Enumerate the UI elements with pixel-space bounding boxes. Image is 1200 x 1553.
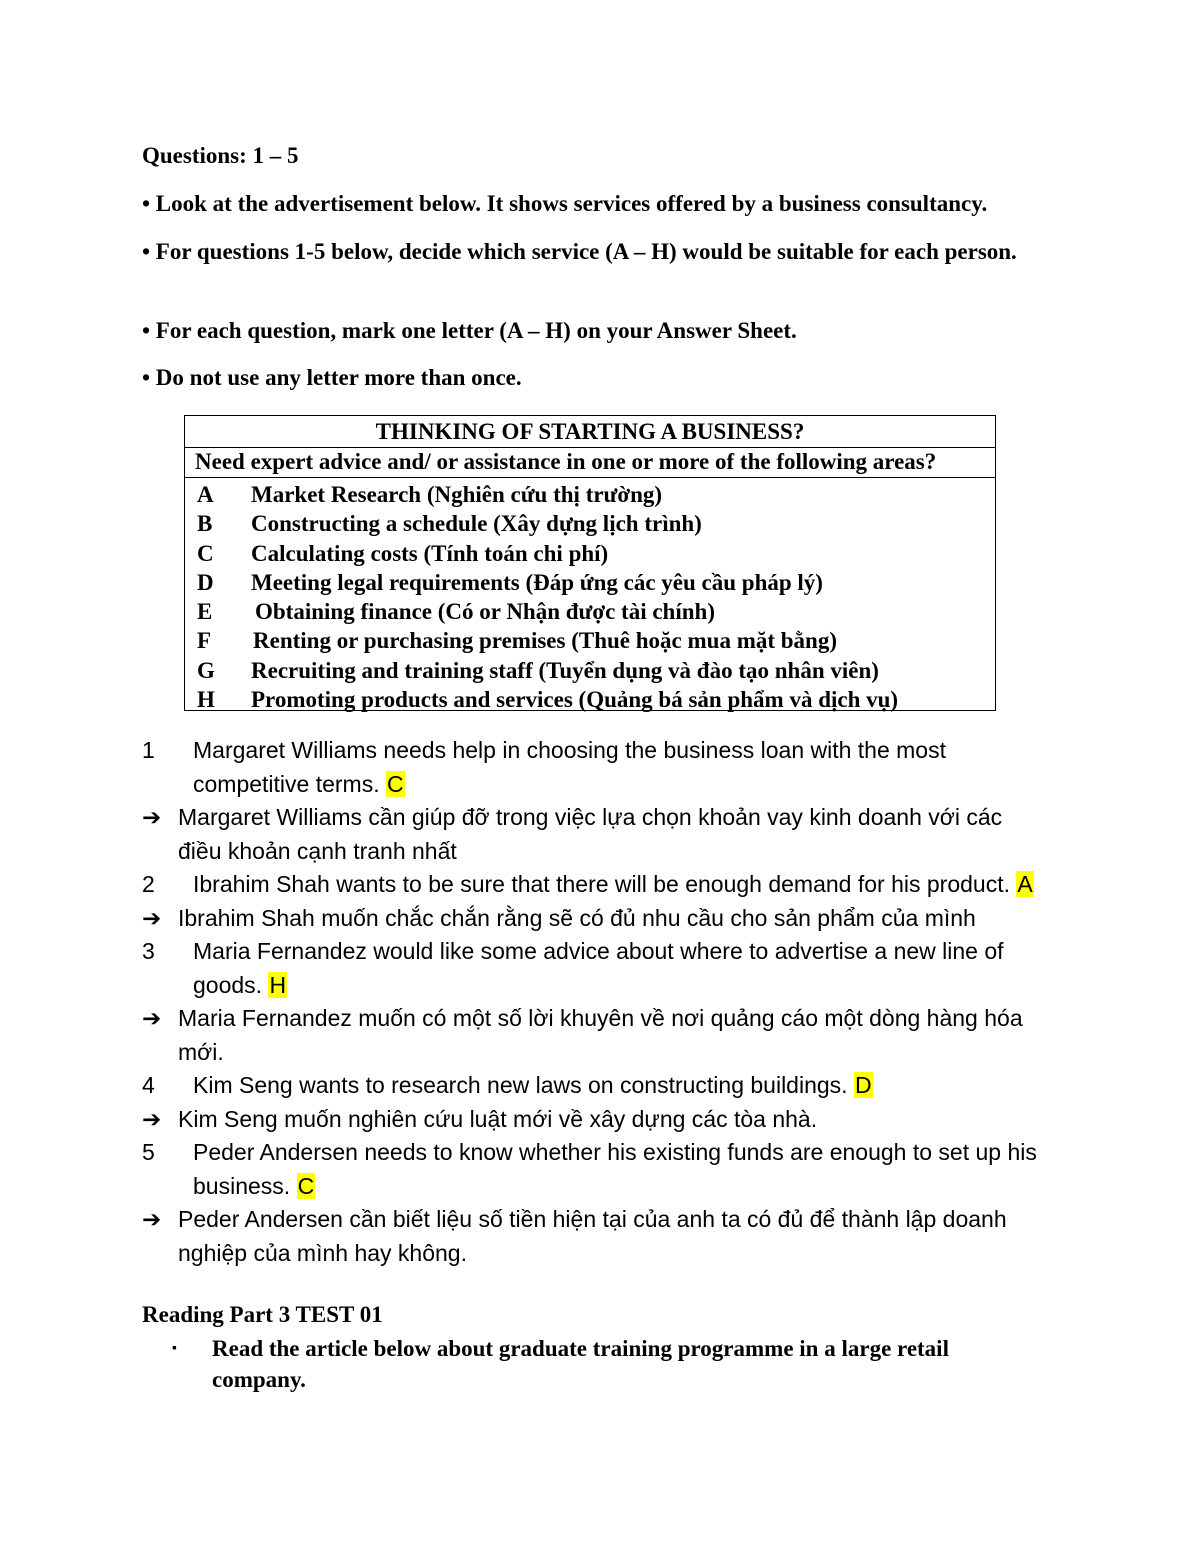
question-list [142, 734, 1102, 1270]
service-text: Renting or purchasing premises (Thuê hoặc mua mặt bằng) [253, 628, 838, 654]
arrow-icon: ➔ [142, 1005, 162, 1031]
translation-item [142, 1002, 1102, 1069]
translation-text: Margaret Williams cần giúp đỡ trong việc lựa chọn khoản vay kinh doanh với các điều khoản cạnh tranh nhất [178, 804, 1003, 864]
service-row [185, 597, 995, 626]
question-item [142, 734, 1102, 801]
service-letter: H [197, 687, 215, 713]
translation-item [142, 801, 1102, 868]
answer-highlight: D [854, 1072, 872, 1098]
service-row [185, 656, 995, 685]
question-number: 4 [142, 1072, 155, 1098]
translation-text: Ibrahim Shah muốn chắc chắn rằng sẽ có đủ nhu cầu cho sản phẩm của mình [178, 904, 976, 931]
service-letter: G [197, 657, 215, 683]
translation-text: Peder Andersen cần biết liệu số tiền hiện tại của anh ta có đủ để thành lập doanh nghiệp của mình hay không. [178, 1206, 1007, 1266]
arrow-icon: ➔ [142, 1206, 162, 1232]
instruction-3: • For each question, mark one letter (A – H) on your Answer Sheet. [142, 318, 797, 343]
advertisement-title: THINKING OF STARTING A BUSINESS? [185, 416, 995, 448]
question-text: Peder Andersen needs to know whether his existing funds are enough to set up his business. [193, 1139, 1037, 1199]
service-text: Constructing a schedule (Xây dựng lịch trình) [251, 511, 702, 537]
service-text: Recruiting and training staff (Tuyển dụng và đào tạo nhân viên) [251, 657, 879, 683]
service-text: Calculating costs (Tính toán chi phí) [251, 540, 609, 566]
question-text: Margaret Williams needs help in choosing the business loan with the most competitive terms. [193, 737, 946, 797]
service-row [185, 568, 995, 597]
answer-highlight: A [1017, 871, 1033, 897]
service-letter: F [197, 628, 212, 654]
translation-item [142, 1103, 1102, 1137]
question-text: Maria Fernandez would like some advice about where to advertise a new line of goods. [193, 938, 1004, 998]
service-letter: E [197, 599, 213, 625]
question-item [142, 1069, 1102, 1103]
service-row [185, 480, 995, 509]
section-instruction [142, 1333, 1042, 1395]
service-text: Meeting legal requirements (Đáp ứng các yêu cầu pháp lý) [251, 569, 823, 595]
arrow-icon: ➔ [142, 804, 162, 830]
question-item [142, 868, 1102, 902]
arrow-icon: ➔ [142, 1105, 162, 1132]
bullet-icon: ▪ [172, 1341, 177, 1356]
question-number: 2 [142, 871, 155, 897]
instruction-2: • For questions 1-5 below, decide which service (A – H) would be suitable for each person. [142, 239, 1017, 264]
service-row [185, 509, 995, 538]
page-title: Questions: 1 – 5 [142, 143, 299, 168]
question-text: Ibrahim Shah wants to be sure that there will be enough demand for his product. [193, 871, 1010, 897]
answer-highlight: C [297, 1172, 315, 1199]
question-item [142, 1136, 1102, 1203]
instruction-1: • Look at the advertisement below. It shows services offered by a business consultancy. [142, 191, 988, 216]
arrow-icon: ➔ [142, 904, 162, 931]
service-text: Market Research (Nghiên cứu thị trường) [251, 482, 663, 507]
instruction-4: • Do not use any letter more than once. [142, 365, 522, 390]
advertisement-subtitle: Need expert advice and/ or assistance in one or more of the following areas? [185, 448, 995, 478]
service-letter: C [197, 540, 214, 566]
service-text: Obtaining finance (Có or Nhận được tài chính) [255, 599, 715, 625]
answer-highlight: C [387, 770, 404, 797]
translation-text: Kim Seng muốn nghiên cứu luật mới về xây dựng các tòa nhà. [178, 1105, 818, 1132]
question-number: 3 [142, 938, 155, 964]
question-number: 1 [142, 737, 155, 763]
service-letter: D [197, 569, 214, 595]
service-text: Promoting products and services (Quảng bá sản phẩm và dịch vụ) [251, 687, 899, 713]
service-letter: A [197, 482, 214, 507]
section-heading: Reading Part 3 TEST 01 [142, 1302, 383, 1327]
translation-item [142, 1203, 1102, 1270]
translation-item [142, 902, 1102, 936]
service-row [185, 626, 995, 655]
service-row [185, 685, 995, 714]
section-instruction-text: Read the article below about graduate training programme in a large retail company. [212, 1336, 949, 1392]
question-text: Kim Seng wants to research new laws on constructing buildings. [193, 1072, 848, 1098]
answer-highlight: H [269, 971, 287, 998]
service-list [185, 478, 995, 714]
service-letter: B [197, 511, 213, 537]
service-row [185, 539, 995, 568]
advertisement-table [184, 415, 996, 711]
question-number: 5 [142, 1139, 155, 1165]
question-item [142, 935, 1102, 1002]
translation-text: Maria Fernandez muốn có một số lời khuyên về nơi quảng cáo một dòng hàng hóa mới. [178, 1005, 1023, 1065]
